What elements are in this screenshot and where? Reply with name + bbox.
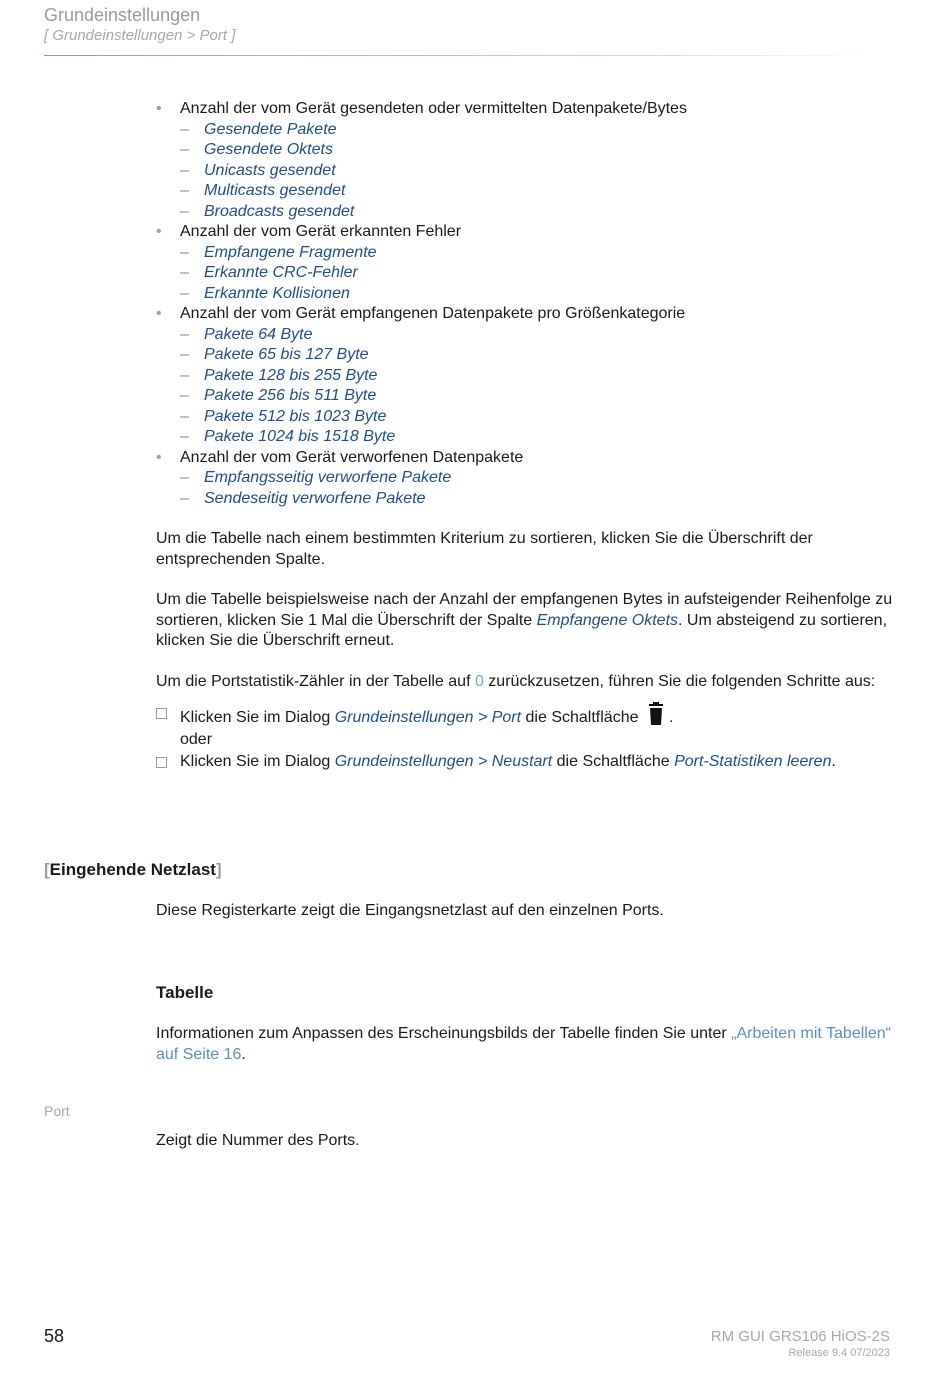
field-reference: Empfangene Oktets [536, 611, 679, 629]
sub-list-item [180, 284, 896, 305]
main-content [156, 99, 896, 773]
text-run: Um die Tabelle beispielsweise nach der Anzahl der empfangenen Bytes in aufsteigender Reihenfolge zu sortieren, klicken Sie 1 Mal die Überschrift der Spalte [156, 591, 893, 629]
bullet-icon: • [156, 305, 162, 322]
sub-list [180, 468, 896, 509]
page-header [44, 4, 874, 46]
sub-list [180, 325, 896, 448]
sub-list-item [180, 263, 896, 284]
bracket-close: ] [215, 860, 222, 879]
text-run: . Um absteigend zu sortieren, klicken Sie die Überschrift erneut. [156, 611, 888, 649]
step-item [156, 702, 896, 729]
sub-list-item [180, 345, 896, 366]
sub-list-item [180, 161, 896, 182]
text-run: die Schaltfläche [552, 753, 675, 770]
list-item-text: Anzahl der vom Gerät verworfenen Datenpakete [180, 448, 524, 466]
sub-list-item [180, 386, 896, 407]
bracket-open: [ [44, 860, 50, 879]
or-separator: oder [180, 731, 213, 748]
field-reference: Pakete 1024 bis 1518 Byte [204, 428, 396, 445]
field-reference: Broadcasts gesendet [204, 202, 355, 220]
text-run: zurückzusetzen, führen Sie die folgenden Schritte aus: [483, 672, 876, 690]
sub-list-item [180, 366, 896, 387]
port-description: Zeigt die Nummer des Ports. [156, 1132, 360, 1149]
text-run: . [241, 1045, 246, 1063]
sub-list-item [180, 202, 896, 223]
list-item [156, 222, 896, 304]
sub-list-item [180, 243, 896, 264]
field-reference: Erkannte Kollisionen [204, 284, 350, 302]
header-breadcrumb: [ Grundeinstellungen > Port ] [44, 27, 236, 44]
sub-list-item [180, 325, 896, 346]
dialog-reference: Grundeinstellungen > Neustart [334, 753, 553, 770]
dash-icon: – [180, 325, 189, 343]
dash-icon: – [180, 120, 189, 138]
sub-list-item [180, 120, 896, 141]
header-divider [44, 55, 874, 56]
footer-release: Release 9.4 07/2023 [788, 1347, 890, 1359]
dash-icon: – [180, 469, 189, 486]
sub-list [180, 243, 896, 305]
bullet-icon: • [156, 448, 162, 466]
trash-icon [645, 702, 667, 726]
dash-icon: – [180, 366, 189, 384]
field-reference: Pakete 512 bis 1023 Byte [204, 407, 387, 425]
sub-list [180, 120, 896, 223]
dash-icon: – [180, 407, 189, 425]
dash-icon: – [180, 141, 189, 158]
footer-document: RM GUI GRS106 HiOS-2S [710, 1328, 890, 1345]
page-number: 58 [44, 1326, 65, 1346]
text-run: Um die Portstatistik-Zähler in der Tabelle auf [156, 672, 475, 690]
text-run: . [831, 753, 836, 770]
text-run: Informationen zum Anpassen des Erscheinungsbilds der Tabelle finden Sie unter [156, 1025, 732, 1042]
dialog-reference: Grundeinstellungen > Port [334, 709, 522, 726]
field-reference: Empfangene Fragmente [204, 243, 377, 261]
text-run: die Schaltfläche [521, 709, 643, 726]
checkbox-icon [156, 708, 167, 719]
sub-list-item [180, 427, 896, 448]
field-reference: Sendeseitig verworfene Pakete [204, 489, 426, 507]
table-heading: Tabelle [156, 983, 214, 1002]
sub-list-item [180, 181, 896, 202]
dash-icon: – [180, 346, 189, 363]
sort-paragraph: Um die Tabelle nach einem bestimmten Kriterium zu sortieren, klicken Sie die Überschrift der entsprechenden Spalte. [156, 530, 813, 568]
table-description [156, 1024, 896, 1065]
field-reference: Unicasts gesendet [204, 161, 336, 179]
field-reference: Erkannte CRC-Fehler [204, 264, 358, 281]
reset-paragraph [156, 672, 896, 693]
text-run: Klicken Sie im Dialog [180, 709, 335, 726]
bullet-icon: • [156, 223, 162, 240]
sub-list-item [180, 468, 896, 489]
field-reference: Empfangsseitig verworfene Pakete [204, 469, 452, 486]
step-item [156, 751, 896, 773]
bullet-icon: • [156, 100, 162, 117]
field-reference: Pakete 65 bis 127 Byte [204, 346, 369, 363]
section-heading [44, 860, 222, 880]
port-label: Port [44, 1103, 70, 1119]
dash-icon: – [180, 161, 189, 179]
text-run: . [668, 709, 674, 726]
sort-example-paragraph [156, 590, 896, 652]
section-title: Eingehende Netzlast [49, 860, 216, 879]
dash-icon: – [180, 202, 189, 220]
footer-info [711, 1328, 890, 1361]
dash-icon: – [180, 284, 189, 302]
dash-icon: – [180, 264, 189, 281]
field-reference: Pakete 128 bis 255 Byte [204, 366, 378, 384]
button-reference: Port-Statistiken leeren [674, 753, 832, 770]
sub-list-item [180, 489, 896, 510]
sub-list-item [180, 140, 896, 161]
dash-icon: – [180, 489, 189, 507]
list-item-text: Anzahl der vom Gerät gesendeten oder vermittelten Datenpakete/Bytes [180, 100, 687, 117]
sub-list-item [180, 407, 896, 428]
dash-icon: – [180, 428, 189, 445]
page-link[interactable]: „Arbeiten mit Tabellen“ auf Seite 16 [156, 1025, 891, 1063]
step-list [156, 702, 896, 773]
section-description: Diese Registerkarte zeigt die Eingangsnetzlast auf den einzelnen Ports. [156, 902, 664, 919]
field-reference: Pakete 256 bis 511 Byte [204, 387, 377, 404]
field-reference: Gesendete Pakete [204, 120, 337, 138]
list-item-text: Anzahl der vom Gerät erkannten Fehler [180, 223, 462, 240]
field-reference: Multicasts gesendet [204, 182, 346, 199]
counter-list [156, 99, 896, 509]
dash-icon: – [180, 182, 189, 199]
checkbox-icon [156, 757, 167, 768]
header-title: Grundeinstellungen [44, 5, 201, 25]
dash-icon: – [180, 387, 189, 404]
list-item [156, 304, 896, 448]
field-reference: Pakete 64 Byte [204, 325, 313, 343]
dash-icon: – [180, 243, 189, 261]
list-item-text: Anzahl der vom Gerät empfangenen Datenpakete pro Größenkategorie [180, 305, 686, 322]
text-run: Klicken Sie im Dialog [180, 753, 335, 770]
value-zero: 0 [474, 672, 484, 690]
list-item [156, 448, 896, 510]
list-item [156, 99, 896, 222]
field-reference: Gesendete Oktets [204, 141, 333, 158]
